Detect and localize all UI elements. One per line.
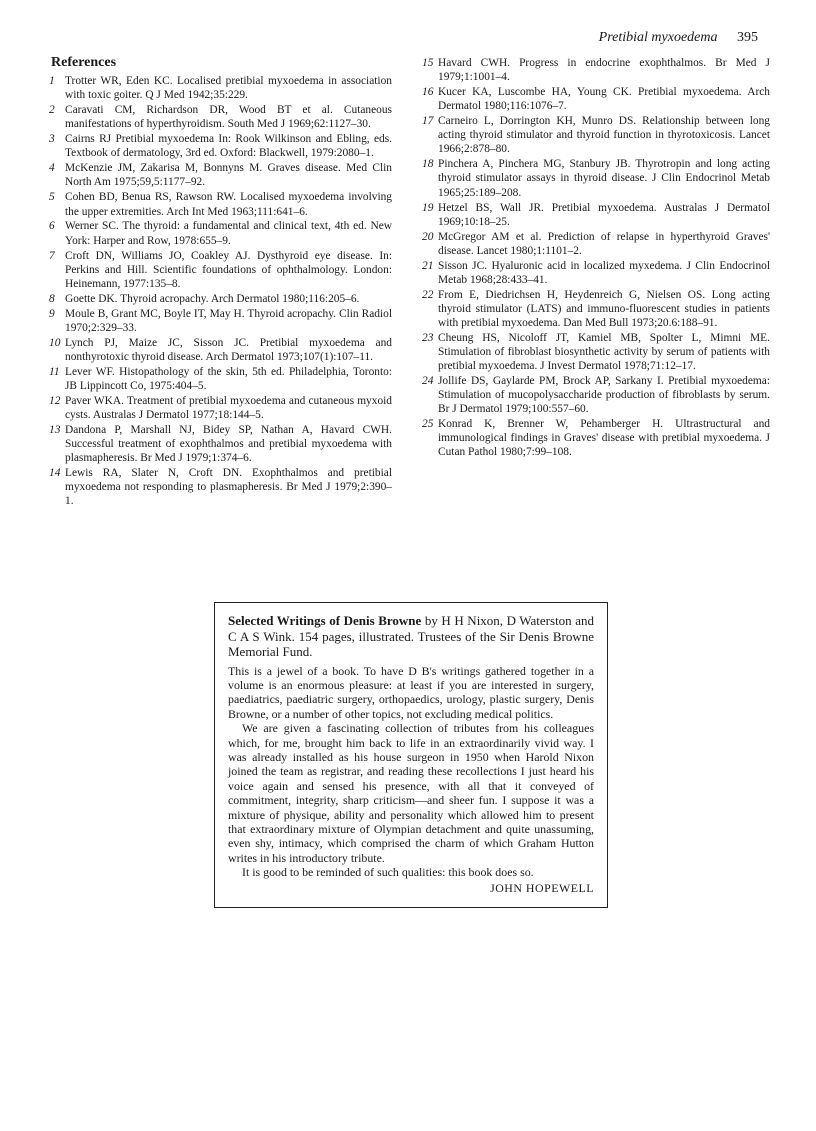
reference-text: Jollife DS, Gaylarde PM, Brock AP, Sarkany I. Pretibial myxoedema: Stimulation of mucopolysaccharide production of fibroblasts by serum. Br J Dermatol 1979;100:557–60. — [438, 375, 770, 416]
reference-text: Goette DK. Thyroid acropachy. Arch Dermatol 1980;116:205–6. — [65, 292, 360, 305]
reference-text: Sisson JC. Hyaluronic acid in localized myxedema. J Clin Endocrinol Metab 1968;28:433–41. — [438, 259, 770, 286]
references-heading: References — [51, 55, 117, 70]
reference-number: 24 — [422, 375, 434, 388]
reference-text: Caravati CM, Richardson DR, Wood BT et al. Cutaneous manifestations of hyperthyroidism. South Med J 1969;62:1127–30. — [65, 104, 392, 131]
reference-text: Konrad K, Brenner W, Pehamberger H. Ultrastructural and immunological findings in Graves' disease with pretibial myxoedema. J Cutan Pathol 1980;7:99–108. — [438, 418, 770, 459]
reference-text: Dandona P, Marshall NJ, Bidey SP, Nathan A, Havard CWH. Successful treatment of exophthalmos and pretibial myxoedema with plasmapheresis. Br Med J 1979;1:374–6. — [65, 424, 392, 465]
reference-text: Cairns RJ Pretibial myxoedema In: Rook Wilkinson and Ebling, eds. Textbook of dermatology, 3rd ed. Oxford: Blackwell, 1979:2080–1. — [65, 133, 392, 160]
reference-number: 1 — [49, 75, 55, 88]
reference-item — [420, 374, 770, 416]
reference-number: 14 — [49, 467, 61, 480]
reference-number: 2 — [49, 104, 55, 117]
reference-item — [47, 74, 392, 102]
reference-item — [47, 219, 392, 247]
references-column-right — [420, 56, 770, 460]
reference-text: Paver WKA. Treatment of pretibial myxoedema and cutaneous myxoid cysts. Australas J Dermatol 1977;18:144–5. — [65, 394, 392, 422]
reference-text: McKenzie JM, Zakarisa M, Bonnyns M. Graves disease. Med Clin North Am 1975;59,5:1177–92. — [65, 162, 392, 189]
reference-item — [47, 423, 392, 465]
reference-item — [47, 365, 392, 393]
running-head — [599, 30, 758, 46]
reference-number: 21 — [422, 259, 434, 272]
reference-item — [47, 161, 392, 189]
reference-number: 17 — [422, 115, 434, 128]
reference-number: 7 — [49, 249, 55, 262]
reference-item — [47, 132, 392, 160]
reference-item — [420, 157, 770, 199]
reference-number: 8 — [49, 292, 55, 305]
reference-number: 15 — [422, 57, 434, 69]
running-head-title: Pretibial myxoedema — [598, 30, 718, 45]
reference-text: Lewis RA, Slater N, Croft DN. Exophthalmos and pretibial myxoedema not responding to plasmapheresis. Br Med J 1979;2:390–1. — [65, 467, 392, 508]
reference-number: 6 — [49, 220, 55, 233]
reference-item — [47, 292, 392, 306]
reference-item — [420, 417, 770, 459]
book-review-box — [214, 602, 608, 908]
reference-number: 22 — [422, 288, 434, 301]
reference-number: 10 — [49, 336, 61, 349]
reference-item — [47, 307, 392, 335]
reference-number: 18 — [422, 158, 434, 171]
reference-item — [420, 85, 770, 113]
reference-text: McGregor AM et al. Prediction of relapse in hyperthyroid Graves' disease. Lancet 1980;1:1101–2. — [438, 230, 770, 257]
reference-text: Lever WF. Histopathology of the skin, 5th ed. Philadelphia, Toronto: JB Lippincott Co, 1975:404–5. — [65, 365, 392, 392]
review-paragraph: It is good to be reminded of such qualities: this book does so. — [242, 865, 534, 880]
review-header — [228, 613, 594, 660]
reference-item — [420, 331, 770, 373]
reference-text: Havard CWH. Progress in endocrine exophthalmos. Br Med J 1979;1:1001–4. — [438, 57, 770, 84]
reference-number: 4 — [49, 162, 55, 175]
page-number: 395 — [737, 30, 758, 45]
reference-text: Lynch PJ, Maize JC, Sisson JC. Pretibial myxoedema and nonthyrotoxic thyroid disease. Arch Dermatol 1973;107(1):107–11. — [65, 336, 392, 363]
reference-number: 25 — [422, 418, 434, 431]
reference-text: From E, Diedrichsen H, Heydenreich G, Nielsen OS. Long acting thyroid stimulator (LATS) and immuno-fluorescent studies in patients with pretibial myxoedema. Dan Med Bull 1973;20.6:188–91. — [438, 288, 770, 329]
reference-number: 9 — [49, 307, 55, 320]
reference-number: 13 — [49, 424, 61, 437]
reference-item — [420, 56, 770, 84]
reference-text: Trotter WR, Eden KC. Localised pretibial myxoedema in association with toxic goiter. Q J Med 1942;35:229. — [65, 75, 392, 102]
reference-text: Moule B, Grant MC, Boyle IT, May H. Thyroid acropachy. Clin Radiol 1970;2:329–33. — [65, 307, 392, 334]
reference-text: Croft DN, Williams JO, Coakley AJ. Dysthyroid eye disease. In: Perkins and Hill. Scientific foundations of ophthalmology. London: Heinemann, 1977:135–8. — [65, 249, 392, 290]
reference-number: 12 — [49, 394, 61, 407]
reference-item — [47, 103, 392, 131]
reference-text: Pinchera A, Pinchera MG, Stanbury JB. Thyrotropin and long acting thyroid stimulator assays in thyroid disease. J Clin Endocrinol Metab 1965;25:189–208. — [438, 158, 770, 199]
reference-item — [420, 259, 770, 287]
reference-item — [420, 288, 770, 330]
reference-number: 11 — [49, 365, 60, 378]
reference-item — [47, 336, 392, 364]
reference-item — [420, 201, 770, 229]
reference-number: 3 — [49, 133, 55, 146]
reference-item — [47, 466, 392, 508]
reference-item — [420, 230, 770, 258]
reference-number: 23 — [422, 331, 434, 344]
reference-number: 20 — [422, 230, 434, 243]
review-paragraph: We are given a fascinating collection of tributes from his colleagues which, for me, brought him back to life in an extraordinarily vivid way. I was already installed as his house surgeon in 1950 when Harold Nixon joined the team as registrar, and reading these recollections I just heard his voice again and sensed his presence, with all that it conveyed of commitment, integrity, sharp criticism—and sheer fun. I suppose it was a mixture of physique, ability and personality which allowed him to present that extraordinary mixture of Olympian detachment and quite unassuming, even shy, intimacy, which comprised the charm of which Graham Hutton writes in his introductory tribute. — [228, 721, 594, 865]
reference-number: 16 — [422, 86, 434, 99]
reference-number: 19 — [422, 201, 434, 214]
review-book-title: Selected Writings of Denis Browne — [228, 613, 422, 628]
review-paragraph: This is a jewel of a book. To have D B's writings gathered together in a volume is an enormous pleasure: at least if you are interested in surgery, paediatrics, paediatric surgery, orthopaedics, urology, plastic surgery, Denis Browne, or a number of other topics, not excluding medical politics. — [228, 663, 594, 721]
reference-text: Carneiro L, Dorrington KH, Munro DS. Relationship between long acting thyroid stimulator and thyroid function in thyrotoxicosis. Lancet 1966;2:878–80. — [438, 115, 770, 156]
review-signature: JOHN HOPEWELL — [490, 880, 594, 895]
reference-text: Kucer KA, Luscombe HA, Young CK. Pretibial myxoedema. Arch Dermatol 1980;116:1076–7. — [438, 86, 770, 113]
review-byline: by H H Nixon, D Waterston and C A S Wink. 154 pages, illustrated. Trustees of the Sir Denis Browne Memorial Fund. — [228, 613, 595, 659]
reference-item — [47, 190, 392, 218]
reference-text: Hetzel BS, Wall JR. Pretibial myxoedema. Australas J Dermatol 1969;10:18–25. — [438, 201, 770, 228]
reference-item — [47, 394, 392, 422]
reference-text: Cheung HS, Nicoloff JT, Kamiel MB, Spolter L, Mimni ME. Stimulation of fibroblast biosynthetic activity by serum of patients with pretibial myxoedema. J Invest Dermatol 1978;71:12–17. — [438, 331, 770, 373]
reference-item — [420, 114, 770, 156]
references-column-left — [47, 56, 392, 509]
reference-item — [47, 249, 392, 291]
reference-text: Cohen BD, Benua RS, Rawson RW. Localised myxoedema involving the upper extremities. Arch Int Med 1963;111:641–6. — [65, 191, 392, 218]
reference-text: Werner SC. The thyroid: a fundamental and clinical text, 4th ed. New York: Harper and Row, 1978:655–9. — [65, 220, 392, 247]
reference-number: 5 — [49, 191, 55, 204]
